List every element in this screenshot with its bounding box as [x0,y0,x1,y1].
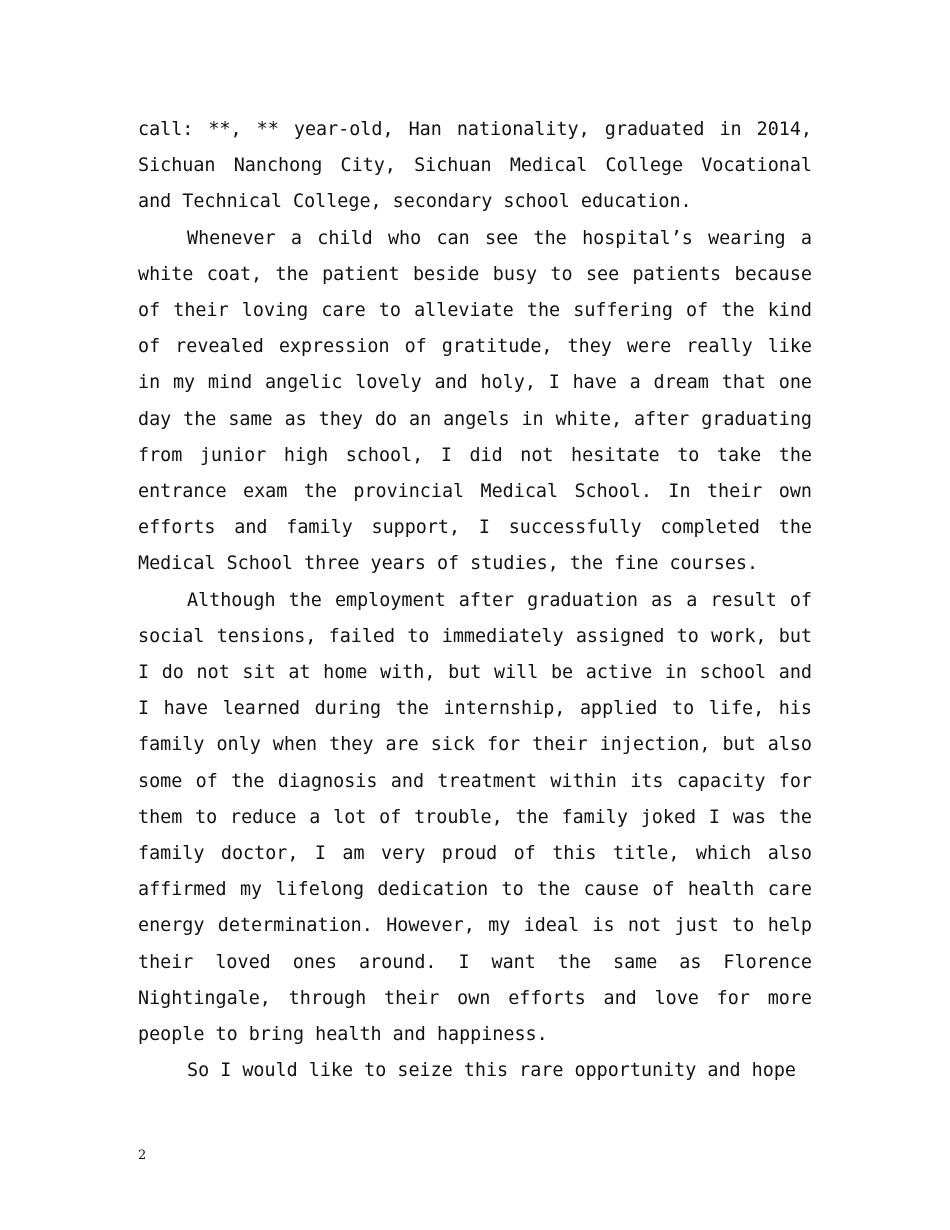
body-text [138,112,812,1089]
paragraph-4: So I would like to seize this rare opportunity and hope [187,1060,796,1082]
page-number: 2 [138,1148,147,1163]
paragraph-2: Whenever a child who can see the hospital’s wearing a white coat, the patient beside busy to see patients because of their loving care to alleviate the suffering of the kind of revealed expression of gratitude, they were really like in my mind angelic lovely and holy, I have a dream that one day the same as they do an angels in white, after graduating from junior high school, I did not hesitate to take the entrance exam the provincial Medical School. In their own efforts and family support, I successfully completed the Medical School three years of studies, the fine courses. [138,227,812,575]
paragraph-1: call: **, ** year-old, Han nationality, graduated in 2014, Sichuan Nanchong City, Sichuan Medical College Vocational and Technical College, secondary school education. [138,119,812,213]
paragraph-3: Although the employment after graduation as a result of social tensions, failed to immediately assigned to work, but I do not sit at home with, but will be active in school and I have learned during the internship, applied to life, his family only when they are sick for their injection, but also some of the diagnosis and treatment within its capacity for them to reduce a lot of trouble, the family joked I was the family doctor, I am very proud of this title, which also affirmed my lifelong dedication to the cause of health care energy determination. However, my ideal is not just to help their loved ones around. I want the same as Florence Nightingale, through their own efforts and love for more people to bring health and happiness. [138,589,812,1046]
